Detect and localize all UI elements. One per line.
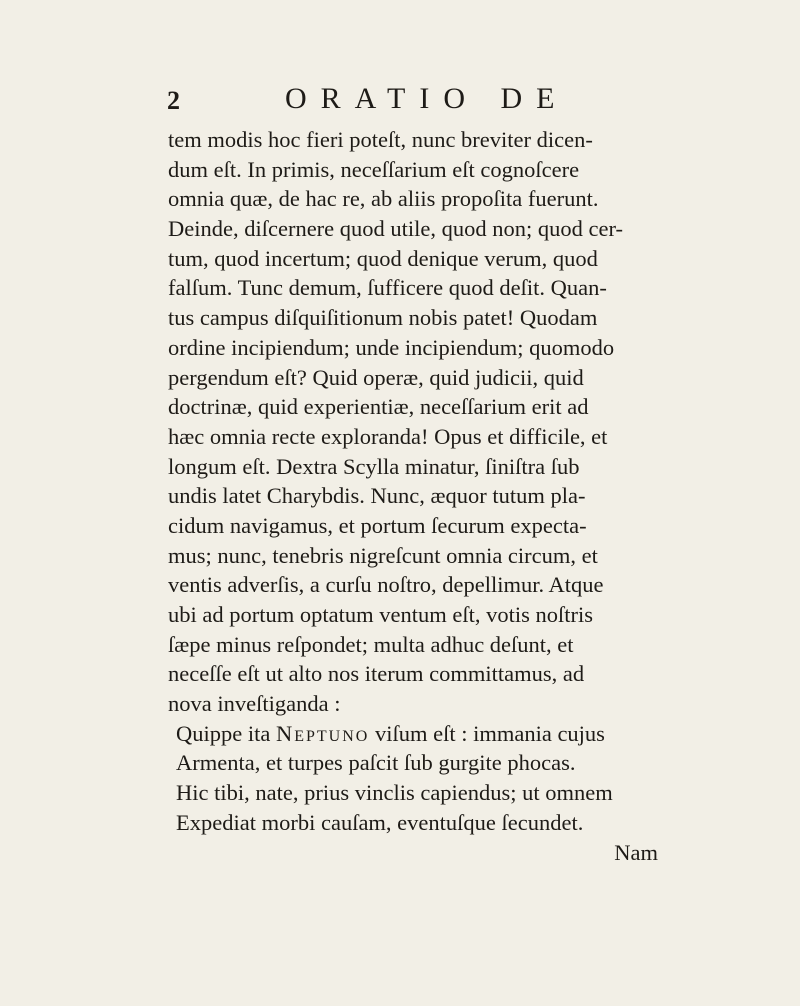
verse-line-rest: viſum eſt : immania cujus [369, 720, 605, 746]
text-line: falſum. Tunc demum, ſufficere quod deſit. Quan- [168, 275, 607, 301]
text-line: dum eſt. In primis, neceſſarium eſt cognoſcere [168, 156, 580, 182]
text-line: nova inveſtiganda : [168, 691, 341, 717]
verse-name: Neptuno [275, 720, 370, 746]
text-line: ubi ad portum optatum ventum eſt, votis noſtris [168, 602, 593, 627]
catchword: Nam [614, 839, 658, 865]
verse-line: Expediat morbi cauſam, eventuſque ſecundet. [176, 809, 584, 835]
verse-intro: Quippe ita [176, 720, 276, 746]
text-line: mus; nunc, tenebris nigreſcunt omnia circum, et [168, 542, 598, 568]
running-head: ORATIO DE [285, 82, 569, 115]
page-header [160, 82, 640, 122]
body-text [168, 125, 668, 867]
verse-line [168, 719, 668, 749]
text-line: tus campus diſquiſitionum nobis patet! Quodam [168, 305, 598, 331]
page-number: 2 [167, 86, 180, 115]
text-line: cidum navigamus, et portum ſecurum expecta- [168, 512, 587, 538]
text-line: Deinde, diſcernere quod utile, quod non; quod cer- [168, 216, 624, 242]
text-line: ventis adverſis, a curſu noſtro, depellimur. Atque [168, 572, 604, 598]
verse-line: Hic tibi, nate, prius vinclis capiendus; ut omnem [176, 780, 613, 806]
text-line: ordine incipiendum; unde incipiendum; quomodo [168, 334, 615, 360]
text-line: tem modis hoc fieri poteſt, nunc breviter dicen- [168, 127, 593, 152]
text-line: omnia quæ, de hac re, ab aliis propoſita fuerunt. [168, 186, 599, 212]
text-line: hæc omnia recte exploranda! Opus et difficile, et [168, 423, 608, 449]
text-line: longum eſt. Dextra Scylla minatur, ſiniſtra ſub [168, 453, 580, 479]
text-line: neceſſe eſt ut alto nos iterum committamus, ad [168, 661, 585, 687]
text-line: ſæpe minus reſpondet; multa adhuc deſunt, et [168, 631, 574, 657]
text-line: undis latet Charybdis. Nunc, æquor tutum pla- [168, 483, 586, 509]
text-line: pergendum eſt? Quid operæ, quid judicii, quid [168, 364, 584, 390]
text-line: doctrinæ, quid experientiæ, neceſſarium erit ad [168, 394, 589, 420]
text-line: tum, quod incertum; quod denique verum, quod [168, 245, 598, 271]
verse-line: Armenta, et turpes paſcit ſub gurgite phocas. [176, 750, 576, 776]
